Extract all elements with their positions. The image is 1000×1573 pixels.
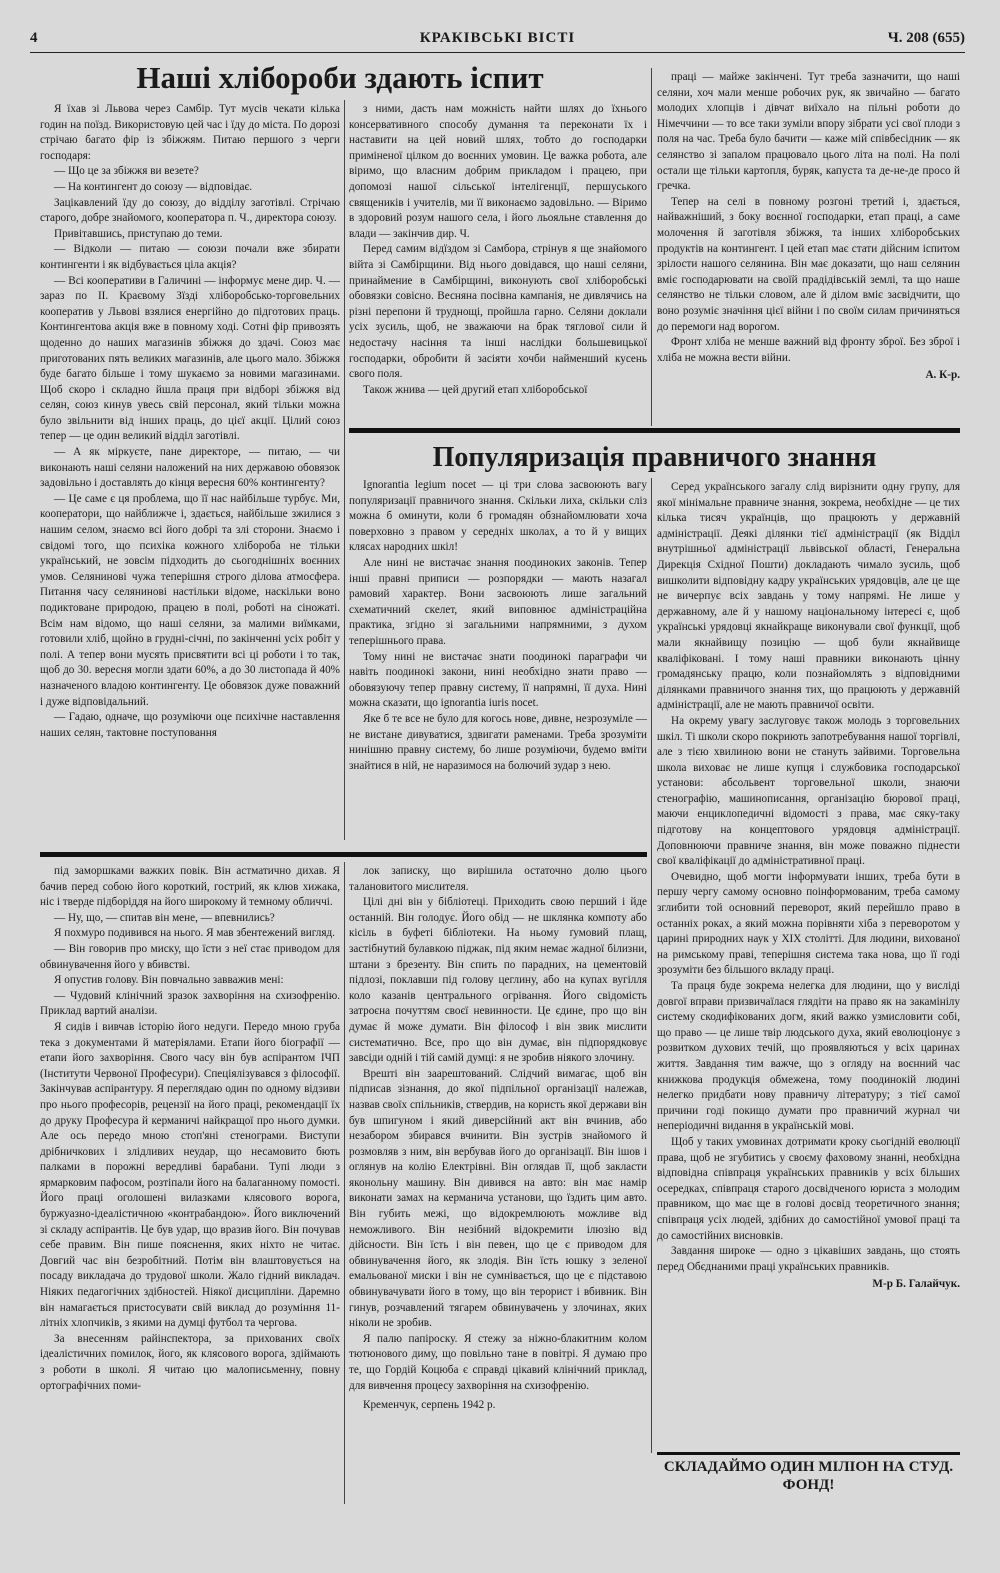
- paragraph: Тепер на селі в повному розгоні третий і, здається, найважніший, з боку воєнної господарки, етап праці, а саме молочення й заготівля збіжжя, та інших хліборобських продуктів на контингент. І цей етап має стати дійсним іспитом зрілости нашого селянина. Він має доказати, що наш селянин вміє господарювати на своїй прадідівській землі, та що наше селянство не тільки словом, але й ділом вміє засвідчити, що воно розуміє значіння цієї війни і по своїм силам причиняться до перемоги над ворогом.: [657, 195, 960, 333]
- paragraph: Щоб у таких умовинах дотримати кроку сьогідній еволюції права, щоб не згубитись у своєму фаховому знанні, необхідна відповідна співпраця українських правників у всіх більших осередках, співпраця старого досвідченого юриста з молодим правником, що має ще в голові досвід теоретичного знання; співпраця усіх людей, здібних до самостійної умової праці та до самостійних висновків.: [657, 1135, 960, 1242]
- article2-column-2: [657, 480, 960, 1448]
- article2-headline: Популяризація правничого знання: [432, 442, 877, 473]
- paragraph: — Що це за збіжжя ви везете?: [54, 165, 199, 178]
- paragraph: Зацікавлений їду до союзу, до відділу заготівлі. Стрічаю старого, добре знайомого, кооператора п. Ч., директора союзу.: [40, 196, 340, 225]
- paragraph: Фронт хліба не менше важний від фронту зброї. Без зброї і хліба не можна вести війни.: [657, 336, 960, 364]
- paragraph: Очевидно, щоб могти інформувати інших, треба бути в першу чергу самому основно поінформованим, треба самому зглибити той основний переворот, який перейшло право в останніх роках, а який можна порівняти хіба з переворотом у царині природних наук у XIX столітті. Для людини, вихованої на римському праві, теперішня система така нова, що її годі зрозуміти без більшого вкладу праці.: [657, 870, 960, 977]
- paragraph: Завдання широке — одно з цікавіших завдань, що стоять перед Обєднаними праці українських правників.: [657, 1245, 960, 1273]
- issue-number: Ч. 208 (655): [887, 30, 965, 46]
- paragraph: — Відколи — питаю — союзи почали вже збирати контингенти і як відбувається ціла акція?: [40, 243, 340, 271]
- slogan-rule: [657, 1452, 960, 1455]
- paragraph: — Це саме є ця проблема, що її нас найбільше турбує. Ми, кооператори, що найближче і, здається, найбільше зжилися з нашим селом, знаємо всі його добрі та злі сторони. Знаємо і свідомі того, що психіка кожного хлібороба не тільки український, не зовсім підходить до сьогоднішніх воєнних умов. Селянинові чужа теперішня строго ділова атмосфера. Питання часу селянинові настільки відоме, наскільки воно подиктоване природою, працею в полі, роботі на сіножаті. Всім нам відомо, що наші селяни, за малими виїмками, готовили хліб, щойно в грудні-січні, по закінченні усіх робіт у полі. А тепер вони мусять присвятити всі ці роботи і то так, щоб до 30. вересня могли здати 60%, а до 30 листопада й 40% назначеного владою контингенту. Це обовязок дуже поважний і дуже відповідальний.: [40, 492, 340, 708]
- slogan: СКЛАДАЙМО ОДИН МІЛІОН НА СТУД. ФОНД!: [663, 1459, 954, 1493]
- paragraph: Я їхав зі Львова через Самбір. Тут мусів чекати кілька годин на поїзд. Використовую цей час і їду до міста. По дорозі стрічаю багато фір із збіжжям. Питаю першого з черги господаря:: [40, 103, 340, 162]
- paragraph: лок записку, що вирішила остаточно долю цього талановитого мислителя.: [349, 865, 647, 893]
- column-divider: [651, 68, 652, 426]
- paragraph: Тому нині не вистачає знати поодинокі параграфи чи навіть поодинокі закони, нині необхідно знати право — обовязуючу тепер правну систему, її напрямні, її духа. Нині можна сказати, що ignorantia iuris nocet.: [349, 650, 647, 710]
- paragraph: праці — майже закінчені. Тут треба зазначити, що наші селяни, хоч мали менше робочих рук, як звичайно — багато молодих хлопців і дівчат виїхало на пільні роботи до Німеччини — то все таки зуміли впору зібрати усі свої плоди з поля на час. Треба було бачити — каже мій співбесідник — як селянство зі запалом працювало цього літа на полі. На полі остали ще тільки картопля, буряк, капуста та де-не-де просо й гречка.: [657, 71, 960, 193]
- paragraph: Врешті він заарештований. Слідчий вимагає, щоб він підписав зізнання, до якої підпільної організації належав, назвав своїх спільників, ствердив, на користь якої держави він був шпигуном і який диверсійний акт він вчинив, або незабором збирався вчинити. Він зустрів знайомого й розмовляв з ним, він вербував його до організації. Він ішов і оглянув на колію Електрівні. Він оглядав її, щоб закласти яконольну машину. Він дивився на авто: він має намір виконати замах на керманича установи, що їздить цим авто. Він губить межі, що відокремлюють можливе від неможливого. Він незібний відокремити ілюзію від дійсности. Він їсть і він певен, що це є приводом для обвинувачення його, як злодія. Він їсть юшку з зеленої емальованої миски і він не сумнівається, що це є підставою обвинувачувати його в тому, що він терорист і вбивник. Він гинув, розчавлений тягарем обвинувачень у злочинах, яких ніколи не зробив.: [349, 1067, 647, 1330]
- article3-column-2: [349, 864, 647, 1504]
- masthead: [30, 30, 965, 52]
- paragraph: Привітавшись, приступаю до теми.: [54, 227, 223, 240]
- article1-signature: А. К-р.: [925, 369, 960, 382]
- column-divider: [651, 478, 652, 1453]
- paper-title: КРАКІВСЬКІ ВІСТІ: [419, 30, 576, 46]
- article1-column-1: [40, 102, 340, 840]
- paragraph: — Він говорив про миску, що їсти з неї стає приводом для обвинувачення його у вбивстві.: [40, 942, 340, 971]
- article-separator: [349, 428, 960, 433]
- paragraph: Та праця буде зокрема нелегка для людини, що у висліді довгої вправи призвичаїлася глядіти на право як на закамінілу систему скодифікованих догм, який важко узмисловити собі, що право — це лише твір людського духа, який еволюціонує з розвитком духових течій, що проявляються у всіх царинах життя. Завдання тим важче, що з огляду на воєнний час книжкова продукція обмежена, тому поодинокій людині нелегко придбати нову правничу літературу; з тієї самої причини годі покищо думати про правничий журнал чи неперіодичні видання в українській мові.: [657, 980, 960, 1133]
- paragraph: Також жнива — цей другий етап хліборобської: [363, 383, 588, 396]
- article1-column-3: [657, 70, 960, 420]
- paragraph: Але нині не вистачає знання поодиноких законів. Тепер інші правні приписи — розпорядки — мають назагал рамовий характер. Вони засвоюють лише загальний схематичний скелет, який виповнює адміністраційна практика, згідно зі загальними напрямними, з духом теперішнього права.: [349, 556, 647, 647]
- article1-headline: Наші хлібороби здають іспит: [136, 60, 544, 95]
- paragraph: — Чудовий клінічний зразок захворіння на схизофренію. Приклад вартий аналізи.: [40, 989, 340, 1018]
- paragraph: — Всі кооперативи в Галичині — інформує мене дир. Ч. — зараз по II. Краєвому Зїзді хліборобсько-торговельних кооператив у Львові взялися енергійно до підготових праць. Контингентова акція вже в повному ході. Сотні фір привозять щоденно до наших магазинів збіжжя до здачі. Союз має приготованих пять великих магазинів, але цього мало. Збіжжя буде багато більше і тому шукаємо за новими магазинами. Щоб скоро і складно йшла праця при відборі збіжжя від селян, союз кинув увесь свій персонал, який тільки можна було звільнити від інших праць, до цієї акції. Цілий союз тепер — це один великий відділ заготівлі.: [40, 274, 340, 443]
- page-number: 4: [30, 30, 38, 46]
- paragraph: Серед українського загалу слід вирізнити одну групу, для якої мінімальне правниче знання, зокрема, необхідне — це тих кілька тисяч українців, що працюють у державній адміністрації. Деякі ділянки тієї адміністрації (як Відділ внутрішньої адміністрації львівської області, Генеральна Дирекція Східної Пошти) докладають чимало зусиль, щоб вишколити відповідну кадру українських урядовців, але це ще не вичерпує всіх завдань у тому напрямі. Не лише у державному, але й у нашому національному інтересі є, щоб українські урядовці якнайкраще виконували свої функції, щоб мали якнайвищу позицію — щоб були якнайвище кваліфіковані. І тому наші правники виконають цінну громадянську працю, коли познайомлять з відповідними ділянками правничого знання тих, що працюють у державній адміністрації, але не мають правничої освіти.: [657, 481, 960, 712]
- paragraph: з ними, дасть нам можність найти шлях до їхнього консервативного способу думання та переконати їх і наставити на цей новий шлях, тобто до господарки приміненої цілком до воєнних умовин. Це важка робота, але віримо, що власним добрим прикладом і працею, при допомозі нашої сільської інтелігенції, першуського священиків і учителів, ми її виконаємо задовільно. — Віримо в здоровий розум нашого села, і його льояльне ставлення до влади — закінчив дир. Ч.: [349, 103, 647, 240]
- paragraph: Ignorantia legium nocet — ці три слова засвоюють вагу популяризації правничого знання. Скільки лиха, скільки сліз можна б оминути, коли б громадян обзнайомлювати хоча поверховно з правом у середніх школах, а то й у вищих клясах народних шкіл!: [349, 479, 647, 554]
- article3-column-1: [40, 864, 340, 1504]
- paragraph: — На контингент до союзу — відповідає.: [54, 180, 253, 193]
- article-separator: [40, 852, 647, 857]
- paragraph: Я палю папіроску. Я стежу за ніжно-блакитним колом тютюнового диму, що повільно тане в повітрі. Я думаю про те, що Гордій Коцюба є справді цікавий клінічний приклад, для вивчення процесу захворіння на схизофренію.: [349, 1332, 647, 1392]
- column-divider: [344, 862, 345, 1504]
- paragraph: — А як міркуєте, пане директоре, — питаю, — чи виконають наші селяни наложений на них державою обовязок задовільно і доставлять до кінця вересня 60% контингенту?: [40, 446, 340, 490]
- paragraph: під заморшками важких повік. Він астматично дихав. Я бачив перед собою його короткий, гострий, як клюв хижака, ніс і тверде підборіддя на його широкому й темному обличчі.: [40, 865, 340, 909]
- paragraph: За внесенням райінспектора, за прихованих своїх ідеалістичних помилок, його, як клясового ворога, здіймають з роботи в школі. Я читаю цю малописьменну, повну ортографічних поми-: [40, 1332, 340, 1392]
- paragraph: Яке б те все не було для когось нове, дивне, незрозуміле — не вистане дивуватися, здвигати раменами. Треба зрозуміти нинішню правну систему, бо лише розуміючи, будемо вміти знайтися в ній, не наразимося на болючий зудар з нею.: [349, 712, 647, 772]
- article2-signature: М-р Б. Галайчук.: [872, 1278, 960, 1291]
- paragraph: Я опустив голову. Він повчально завважив мені:: [54, 974, 284, 987]
- paragraph: Я похмуро подивився на нього. Я мав збентежений вигляд.: [54, 927, 335, 940]
- article3-place-date: Кременчук, серпень 1942 р.: [363, 1399, 496, 1412]
- paragraph: — Гадаю, одначе, що розуміючи оце психічне наставлення наших селян, тактовне поступовання: [40, 711, 340, 739]
- masthead-rule: [30, 52, 965, 53]
- paragraph: Я сидів і вивчав історію його недуги. Передо мною груба тека з документами й матеріялами. Етапи його біографії — етапи його захворіння. Свого часу він був аспірантом ІЧП (Інститути Червоної Професури). Спеціялізувався з філософії. Закінчував аспірантуру. Я переглядаю один по одному відзиви про нього професорів, рецензії на його праці, рекомендації їх до друку Професура й керманичі найкращої про нього думки. Але ось передо мною стоп'яні стенограми. Виступи дрібничкових і злідливих неудар, що несамовито бють палками в порожні вередливі барабани. Тупі люди з ярмарковим пафосом, розтіпали його на балаганному помості. Його праці оголошені вилазками клясового ворога, буржуазно-ідеалістичною «контрабандою». Його виключений зі складу аспірантів. Це був удар, що вразив його. Він почував себе правим. Він пише пояснення, яких ніхто не читає. Довгий час він безробітний. Потім він влаштовується на посаду викладача до трудової школи. Жало гідний викладач. Ніяких педагогічних здібностей. Ніякої дисципліни. Даремно він намагається пристосувати свій виклад до розуміння 11-літніх хлопчиків, з якими на думці футбол та чергова.: [40, 1020, 340, 1330]
- paragraph: Перед самим відїздом зі Самбора, стрінув я ще знайомого війта зі Самбірщини. Від нього довідався, що наші селяни, принаймение в Самбірщині, виконують свої хліборобські обовязки совісно. Весняна посівна кампанія, не дивлячись на різні перепони й труднощі, пройшла гарно. Селяни доклали усіх зусиль, щоб, не зважаючи на брак тяглової сили й недостачу насіння та інші наслідки большевицької господарки, обробити й засіяти хочби найменший кусень свого поля.: [349, 243, 647, 381]
- paragraph: — Ну, що, — спитав він мене, — впевнились?: [54, 911, 275, 924]
- article2-column-1: [349, 478, 647, 838]
- column-divider: [344, 100, 345, 840]
- paragraph: Цілі дні він у бібліотеці. Приходить свою перший і йде останній. Він голодує. Його обід — не шклянка компоту або кісіль в буфеті бібліотеки. На ньому ґумовий плащ, застібнутий булавкою піджак, під яким немає жадної білизни, штани з брезенту. Він спить по парадних, на цементовій підлозі, поклавши під голову цеглину, або на купах вугілля коло казанів центрального огрівання. Його свідомість затроєна почуттям своєї невинности. Це єдине, про що він думає й може думати. Він філософ і він звик мислити систематично. Все, про що він думає, він підпорядковує завсіди одній і тій самій думці: я не зробив ніякого злочину.: [349, 896, 647, 1065]
- article1-column-2: [349, 102, 647, 424]
- paragraph: На окрему увагу заслуговує також молодь з торговельних шкіл. Ті школи скоро покриють запотребування нашої торгівлі, але з тією хвилиною вони не стануть зайвими. Торговельна школа виховає не лише купця і службовика господарської установи: абсольвент торговельної школи, знаючи стенографію, машинописання, організацію бюрової праці, маючи енциклопедичні відомості з права, має сяку-таку підготову на концептового урядовця адміністрації. Доповнюючи правниче знання, він може поважно піднести свої кваліфікації до адміністративної праці.: [657, 714, 960, 868]
